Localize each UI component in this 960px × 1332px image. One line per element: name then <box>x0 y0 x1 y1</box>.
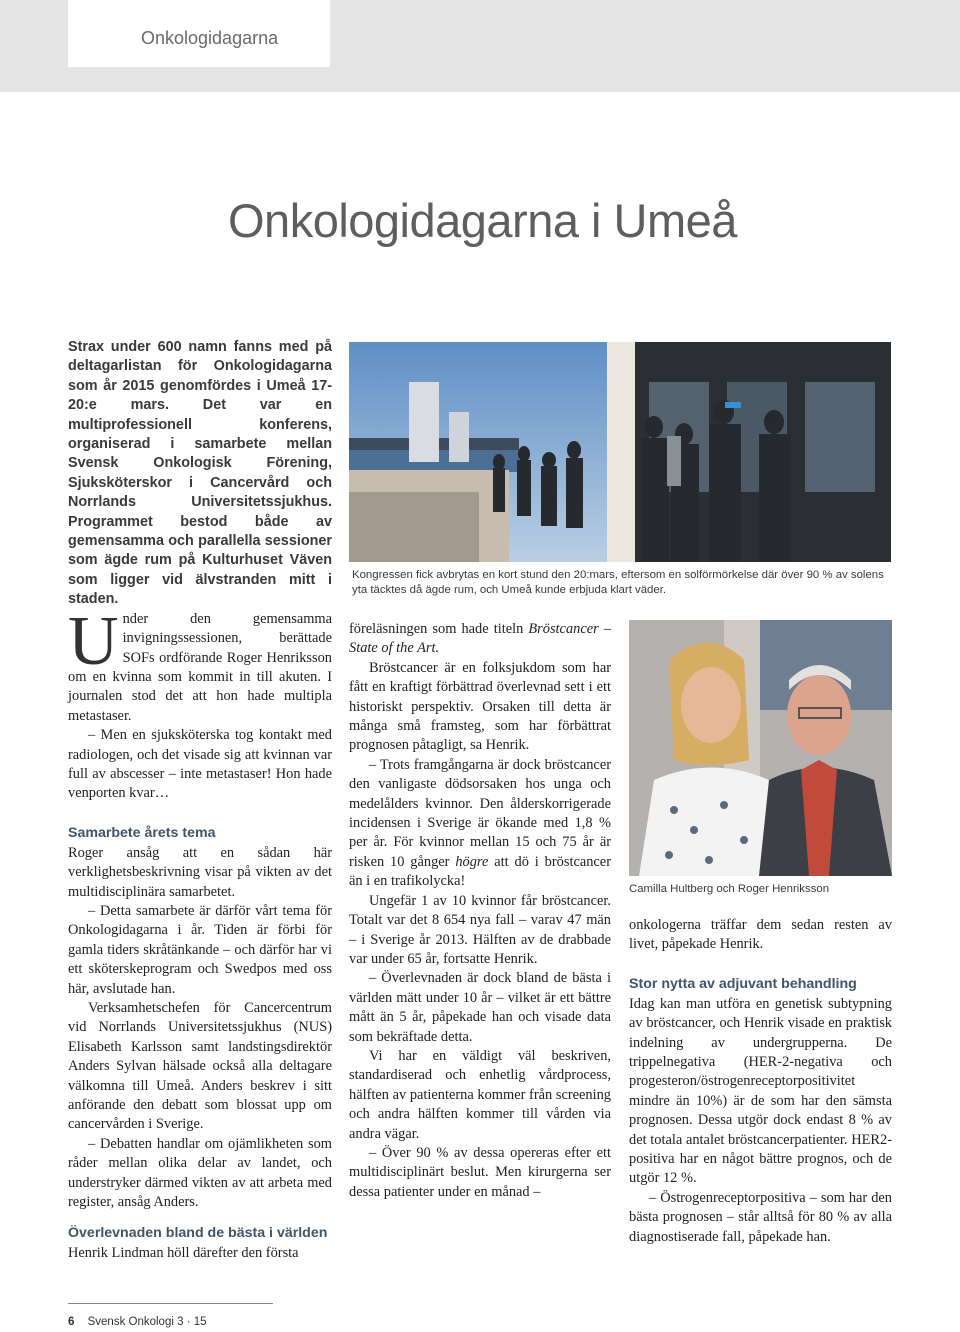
body-paragraph: föreläsningen som hade titeln Bröstcancer – State of the Art. <box>349 621 611 657</box>
body-paragraph: Henrik Lindman höll därefter den första <box>68 1245 299 1262</box>
body-paragraph: – Detta samarbete är därför vårt tema för Onkologidagarna i år. Tiden är förbi för gamla tiders skråtänkande – och därför har vi ett sköterskeprogram och Swedpos med oss här, avslutade han. <box>68 902 332 997</box>
body-paragraph: Bröstcancer är en folksjukdom som har fått en kraftigt förbättrad överlevnad sett i ett historiskt perspektiv. Orsaken till detta är många små framsteg, som har förbättrat prognosen påtagligt, sa Henrik. <box>349 659 611 754</box>
body-paragraph: Under den gemensamma invigningssessionen, berättade SOFs ordförande Roger Henriksson om en kvinna som kommit in till akuten. I journalen stod det att hon hade multipla metastaser. <box>68 602 332 724</box>
subheading: Överlevnaden bland de bästa i världen <box>68 1225 328 1242</box>
column-2 <box>349 620 611 1202</box>
subheading: Stor nytta av adjuvant behandling <box>629 975 857 992</box>
body-paragraph: Verksamhetschefen för Cancercentrum vid Norrlands Universitetssjukhus (NUS) Elisabeth Karlsson samt landstingsdirektör Anders Sylvan hälsade också alla deltagare välkomna till Umeå. Anders beskrev i sitt anförande den debatt som blossat upp om cancervården i Sverige. <box>68 1000 332 1133</box>
body-paragraph: Idag kan man utföra en genetisk subtypning av bröstcancer, och Henrik visade en praktisk indelning av undergrupperna. De trippelnegativa (HER-2-negativa och progesteron/östrogenreceptorpositivitet mindre än 10%) är de som har den sämsta prognosen. Dessa utgör dock endast 8 % av det totala antalet bröstcancerpatienter. HER2-positiva har en något bättre prognos, och de utgör 12 %. <box>629 995 892 1187</box>
body-paragraph: – Men en sjuksköterska tog kontakt med radiologen, och det visade sig att kvinnan var full av abscesser – inte metastaser! Hon hade venporten kvar… <box>68 727 332 802</box>
column-1 <box>68 338 332 1264</box>
body-paragraph: Roger ansåg att en sådan här verklighetsbeskrivning visar på vikten av det multidisciplinära samarbetet. <box>68 844 332 900</box>
body-paragraph: – Trots framgångarna är dock bröstcancer den vanligaste dödsorsaken hos unga och medelålders kvinnor. Den ålderskorrigerade incidensen i Sverige är ökande med 1,8 % per år. För kvinnor mellan 15 och 75 år är risken 10 gånger högre att dö i bröstcancer än i en trafikolycka! <box>349 756 611 890</box>
issue-number: 3 · 15 <box>177 1316 207 1328</box>
footer-rule <box>68 1303 273 1304</box>
subheading: Samarbete årets tema <box>68 824 216 841</box>
page-number: 6 <box>68 1316 75 1328</box>
column-3 <box>629 916 892 1247</box>
photo-caption: Camilla Hultberg och Roger Henriksson <box>629 883 830 895</box>
body-paragraph: onkologerna träffar dem sedan resten av livet, påpekade Henrik. <box>629 917 892 953</box>
portrait-photo <box>629 620 892 876</box>
body-paragraph: Ungefär 1 av 10 kvinnor får bröstcancer. Totalt var det 8 654 nya fall – varav 47 män – i Sverige år 2013. Hälften av de drabbade var under 65 år, fortsatte Henrik. <box>349 892 611 967</box>
page-footer <box>68 1316 207 1328</box>
eclipse-crowd-photo <box>349 342 891 562</box>
publication-name: Svensk Onkologi <box>87 1316 174 1328</box>
body-paragraph: – Debatten handlar om ojämlikheten som råder mellan olika delar av landet, och understryker därmed vikten av att arbeta med register, ansåg Anders. <box>68 1135 332 1211</box>
body-paragraph: – Östrogenreceptorpositiva – som har den bästa prognosen – står alltså för 80 % av alla diagnostiserade fall, påpekade han. <box>629 1189 892 1245</box>
section-label: Onkologidagarna <box>141 28 279 48</box>
body-paragraph: – Över 90 % av dessa opereras efter ett multidisciplinärt beslut. Men kirurgerna ser dessa patienter under en månad – <box>349 1144 611 1200</box>
photo-caption: Kongressen fick avbrytas en kort stund den 20:mars, eftersom en solförmörkelse där över 90 % av solens yta täcktes då ägde rum, och Umeå kunde erbjuda klart väder. <box>352 569 884 596</box>
body-paragraph: – Överlevnaden är dock bland de bästa i världen mätt under 10 år – vilket är ett bättre mått än 5 år, påpekade han och visade data som bekräftade detta. <box>349 970 611 1045</box>
lead-paragraph: Strax under 600 namn fanns med på deltagarlistan för Onkologidagarna som år 2015 genomfördes i Umeå 17-20:e mars. Det var en multiprofessionell konferens, organiserad i samarbete mellan Svensk Onkologisk Förening, Sjuksköterskor i Cancervård och Norrlands Universitetssjukhus. Programmet bestod både av gemensamma och parallella sessioner som ägde rum på Kulturhuset Väven som ligger vid älvstranden mitt i staden. <box>68 339 332 608</box>
body-paragraph: Vi har en väldigt väl beskriven, standardiserad och enhetlig vårdprocess, hälften av patienterna kommer från screening och andra hälften kommer till vården via andra vägar. <box>349 1047 611 1142</box>
article-title: Onkologidagarna i Umeå <box>228 194 737 247</box>
drop-cap: U <box>68 602 119 680</box>
